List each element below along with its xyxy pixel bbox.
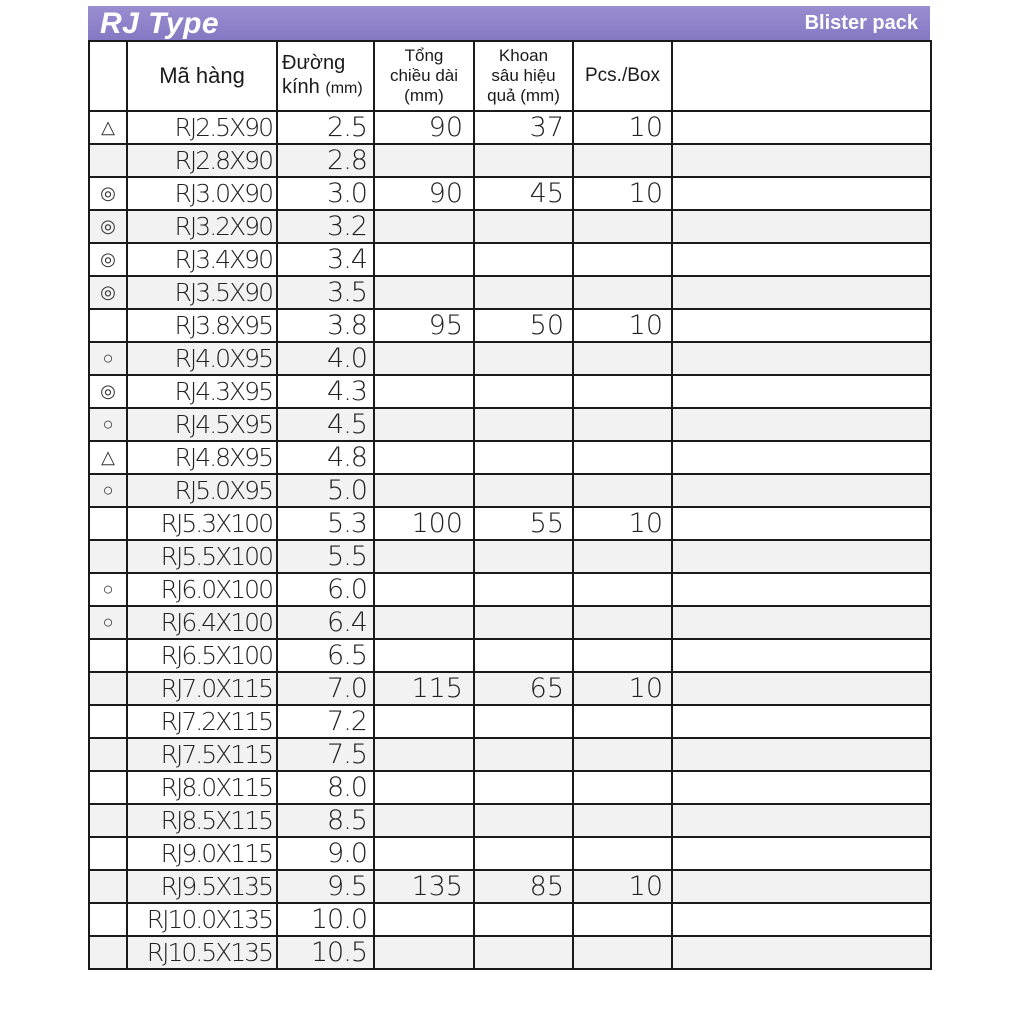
length-cell [374,936,474,969]
table-row [89,903,931,936]
stock-mark [89,738,127,771]
stock-mark [89,309,127,342]
diameter-cell: 8.5 [277,804,374,837]
length-cell [374,837,474,870]
length-cell [374,639,474,672]
depth-cell: 45 [474,177,573,210]
blank-cell [672,639,931,672]
blank-cell [672,243,931,276]
banner-title: RJ Type [100,7,220,40]
product-code: RJ4.3X95 [127,375,277,408]
stock-mark: ○ [89,606,127,639]
length-cell: 90 [374,177,474,210]
product-sheet [88,6,930,1012]
diameter-cell: 9.0 [277,837,374,870]
header-length-line3: (mm) [404,86,444,105]
table-row [89,639,931,672]
blank-cell [672,210,931,243]
diameter-cell: 5.5 [277,540,374,573]
diameter-cell: 7.5 [277,738,374,771]
diameter-cell: 8.0 [277,771,374,804]
header-diameter-line1: Đường [282,52,346,74]
diameter-cell: 6.4 [277,606,374,639]
diameter-cell: 10.5 [277,936,374,969]
table-row [89,837,931,870]
product-code: RJ3.8X95 [127,309,277,342]
blank-cell [672,144,931,177]
length-cell: 100 [374,507,474,540]
diameter-cell: 4.5 [277,408,374,441]
diameter-cell: 4.8 [277,441,374,474]
blank-cell [672,309,931,342]
depth-cell [474,474,573,507]
stock-mark: ○ [89,342,127,375]
length-cell [374,408,474,441]
stock-mark [89,837,127,870]
product-code: RJ10.0X135 [127,903,277,936]
stock-mark [89,705,127,738]
table-row [89,177,931,210]
stock-mark [89,771,127,804]
header-depth-line3: quả (mm) [487,86,560,105]
stock-mark: ◎ [89,177,127,210]
diameter-cell: 3.2 [277,210,374,243]
length-cell [374,606,474,639]
length-cell [374,474,474,507]
product-code: RJ2.5X90 [127,111,277,144]
product-code: RJ3.5X90 [127,276,277,309]
pcs-cell [573,771,672,804]
pcs-cell [573,705,672,738]
pcs-cell [573,804,672,837]
blank-cell [672,573,931,606]
depth-cell [474,144,573,177]
diameter-cell: 6.5 [277,639,374,672]
pcs-cell [573,903,672,936]
table-row [89,540,931,573]
stock-mark [89,639,127,672]
diameter-cell: 5.0 [277,474,374,507]
stock-mark [89,507,127,540]
blank-cell [672,804,931,837]
pcs-cell: 10 [573,309,672,342]
table-row [89,243,931,276]
pcs-cell [573,936,672,969]
depth-cell [474,903,573,936]
depth-cell [474,375,573,408]
length-cell [374,705,474,738]
length-cell [374,210,474,243]
stock-mark: △ [89,441,127,474]
depth-cell: 65 [474,672,573,705]
table-row [89,606,931,639]
length-cell [374,342,474,375]
depth-cell [474,936,573,969]
length-cell [374,375,474,408]
header-diameter-line2: kính [282,76,320,98]
table-row [89,111,931,144]
header-depth-line1: Khoan [498,46,549,65]
pcs-cell [573,375,672,408]
length-cell [374,540,474,573]
blank-cell [672,408,931,441]
product-code: RJ3.2X90 [127,210,277,243]
product-code: RJ9.0X115 [127,837,277,870]
stock-mark [89,903,127,936]
depth-cell: 85 [474,870,573,903]
stock-mark [89,144,127,177]
depth-cell: 50 [474,309,573,342]
diameter-cell: 3.5 [277,276,374,309]
stock-mark [89,672,127,705]
pcs-cell [573,606,672,639]
depth-cell [474,441,573,474]
header-diameter [277,41,374,111]
pcs-cell: 10 [573,672,672,705]
blank-cell [672,540,931,573]
stock-mark: ◎ [89,243,127,276]
header-extra [672,41,931,111]
diameter-cell: 7.0 [277,672,374,705]
pcs-cell [573,540,672,573]
depth-cell [474,408,573,441]
depth-cell [474,540,573,573]
depth-cell [474,771,573,804]
header-pcs-per-box: Pcs./Box [573,41,672,111]
product-code: RJ6.4X100 [127,606,277,639]
header-diameter-unit: (mm) [325,80,363,97]
diameter-cell: 5.3 [277,507,374,540]
diameter-cell: 4.3 [277,375,374,408]
length-cell: 90 [374,111,474,144]
stock-mark: ○ [89,474,127,507]
blank-cell [672,441,931,474]
length-cell [374,243,474,276]
header-depth-line2: sâu hiệu [491,66,556,85]
product-code: RJ3.0X90 [127,177,277,210]
product-code: RJ6.0X100 [127,573,277,606]
depth-cell: 37 [474,111,573,144]
blank-cell [672,672,931,705]
stock-mark: ○ [89,573,127,606]
pcs-cell [573,573,672,606]
length-cell: 115 [374,672,474,705]
table-row [89,738,931,771]
product-code: RJ3.4X90 [127,243,277,276]
depth-cell [474,639,573,672]
diameter-cell: 3.8 [277,309,374,342]
diameter-cell: 3.0 [277,177,374,210]
diameter-cell: 9.5 [277,870,374,903]
length-cell [374,441,474,474]
table-body [89,111,931,969]
pcs-cell [573,474,672,507]
table-row [89,144,931,177]
depth-cell [474,705,573,738]
banner-subtitle: Blister pack [804,12,918,34]
blank-cell [672,342,931,375]
blank-cell [672,903,931,936]
depth-cell [474,210,573,243]
header-code: Mã hàng [127,41,277,111]
table-row [89,309,931,342]
title-banner [88,6,930,40]
product-code: RJ4.5X95 [127,408,277,441]
pcs-cell [573,276,672,309]
depth-cell [474,342,573,375]
pcs-cell [573,210,672,243]
blank-cell [672,507,931,540]
product-code: RJ10.5X135 [127,936,277,969]
length-cell [374,903,474,936]
pcs-cell [573,639,672,672]
pcs-cell: 10 [573,111,672,144]
table-row [89,375,931,408]
stock-mark: ◎ [89,375,127,408]
header-mark [89,41,127,111]
blank-cell [672,606,931,639]
depth-cell [474,573,573,606]
table-row [89,705,931,738]
blank-cell [672,276,931,309]
stock-mark [89,540,127,573]
product-code: RJ5.5X100 [127,540,277,573]
blank-cell [672,738,931,771]
product-code: RJ9.5X135 [127,870,277,903]
table-row [89,936,931,969]
product-code: RJ4.8X95 [127,441,277,474]
product-code: RJ5.3X100 [127,507,277,540]
table-row [89,441,931,474]
blank-cell [672,870,931,903]
pcs-cell: 10 [573,507,672,540]
pcs-cell: 10 [573,177,672,210]
pcs-cell [573,441,672,474]
product-code: RJ8.0X115 [127,771,277,804]
stock-mark: ◎ [89,276,127,309]
pcs-cell [573,837,672,870]
stock-mark: ○ [89,408,127,441]
blank-cell [672,705,931,738]
depth-cell [474,243,573,276]
table-row [89,672,931,705]
depth-cell [474,738,573,771]
table-row [89,804,931,837]
blank-cell [672,771,931,804]
stock-mark [89,804,127,837]
table-row [89,474,931,507]
table-row [89,870,931,903]
depth-cell [474,804,573,837]
length-cell [374,144,474,177]
table-row [89,210,931,243]
length-cell [374,573,474,606]
pcs-cell [573,738,672,771]
table-row [89,408,931,441]
length-cell: 135 [374,870,474,903]
blank-cell [672,177,931,210]
diameter-cell: 10.0 [277,903,374,936]
diameter-cell: 6.0 [277,573,374,606]
diameter-cell: 2.8 [277,144,374,177]
pcs-cell [573,144,672,177]
stock-mark: ◎ [89,210,127,243]
depth-cell [474,276,573,309]
blank-cell [672,375,931,408]
pcs-cell [573,408,672,441]
table-row [89,276,931,309]
header-length [374,41,474,111]
length-cell [374,771,474,804]
length-cell: 95 [374,309,474,342]
blank-cell [672,111,931,144]
product-code: RJ7.5X115 [127,738,277,771]
product-code: RJ7.2X115 [127,705,277,738]
pcs-cell: 10 [573,870,672,903]
product-code: RJ8.5X115 [127,804,277,837]
product-code: RJ4.0X95 [127,342,277,375]
length-cell [374,276,474,309]
table-row [89,771,931,804]
diameter-cell: 3.4 [277,243,374,276]
length-cell [374,804,474,837]
diameter-cell: 2.5 [277,111,374,144]
header-depth [474,41,573,111]
table-row [89,342,931,375]
stock-mark: △ [89,111,127,144]
blank-cell [672,936,931,969]
diameter-cell: 7.2 [277,705,374,738]
depth-cell [474,606,573,639]
blank-cell [672,837,931,870]
diameter-cell: 4.0 [277,342,374,375]
table-row [89,573,931,606]
pcs-cell [573,342,672,375]
product-code: RJ7.0X115 [127,672,277,705]
product-code: RJ5.0X95 [127,474,277,507]
blank-cell [672,474,931,507]
depth-cell [474,837,573,870]
header-row [89,41,931,111]
length-cell [374,738,474,771]
spec-table [88,40,932,970]
header-length-line1: Tổng [404,46,444,65]
stock-mark [89,870,127,903]
stock-mark [89,936,127,969]
product-code: RJ6.5X100 [127,639,277,672]
depth-cell: 55 [474,507,573,540]
table-row [89,507,931,540]
pcs-cell [573,243,672,276]
header-length-line2: chiều dài [389,66,459,85]
product-code: RJ2.8X90 [127,144,277,177]
